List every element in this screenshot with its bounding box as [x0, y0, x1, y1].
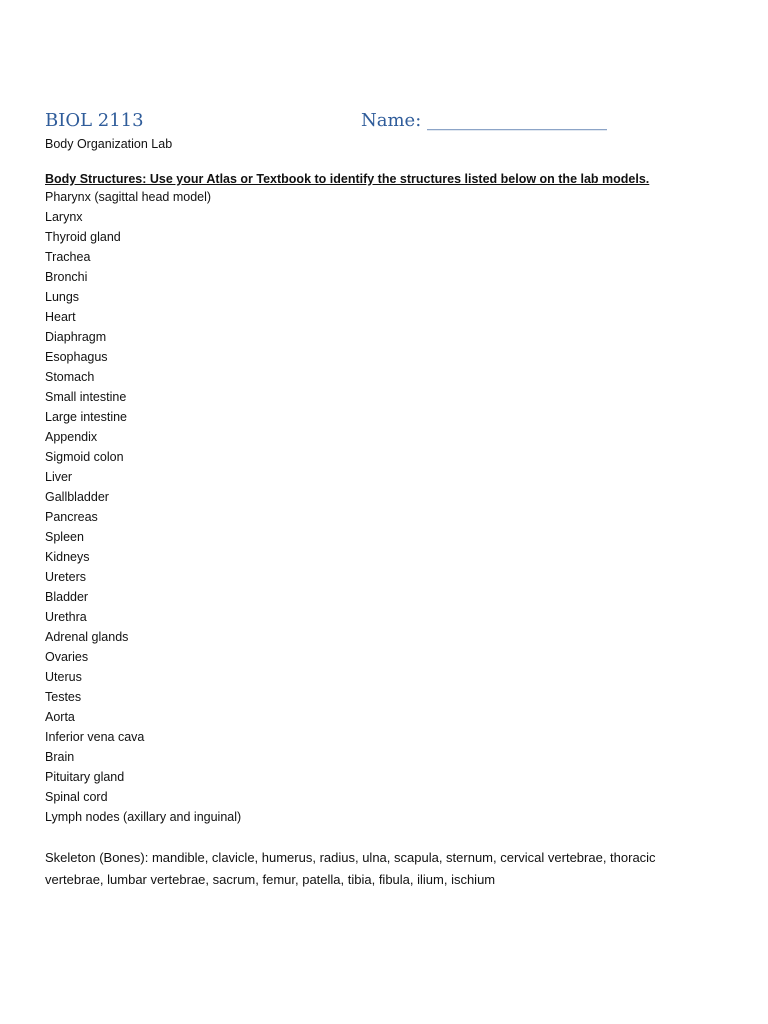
structure-list-item: Lymph nodes (axillary and inguinal) [45, 810, 242, 824]
structure-list-item: Gallbladder [45, 490, 109, 504]
structure-list-item: Brain [45, 750, 75, 764]
structure-list-item: Sigmoid colon [45, 450, 124, 464]
structure-list-item: Spleen [45, 530, 84, 544]
structure-list-item: Adrenal glands [45, 630, 129, 644]
course-code: BIOL 2113 [45, 110, 144, 131]
structure-list [45, 187, 241, 827]
structure-list-item: Diaphragm [45, 330, 107, 344]
structure-list-item: Stomach [45, 370, 95, 384]
structure-list-item: Urethra [45, 610, 87, 624]
structure-list-item: Spinal cord [45, 790, 108, 804]
structure-list-item: Pancreas [45, 510, 98, 524]
structure-list-item: Kidneys [45, 550, 90, 564]
structure-list-item: Inferior vena cava [45, 730, 145, 744]
structure-list-item: Uterus [45, 670, 82, 684]
structure-list-item: Heart [45, 310, 76, 324]
structure-list-item: Large intestine [45, 410, 128, 424]
structure-list-item: Bladder [45, 590, 89, 604]
structure-list-item: Bronchi [45, 270, 88, 284]
instructions-heading: Body Structures: Use your Atlas or Textbook to identify the structures listed below on the lab models. [45, 172, 650, 186]
structure-list-item: Trachea [45, 250, 91, 264]
lab-title: Body Organization Lab [45, 137, 173, 151]
structure-list-item: Ureters [45, 570, 86, 584]
structure-list-item: Ovaries [45, 650, 89, 664]
header-row [45, 110, 665, 136]
structure-list-item: Pharynx (sagittal head model) [45, 190, 212, 204]
structure-list-item: Lungs [45, 290, 80, 304]
structure-list-item: Esophagus [45, 350, 108, 364]
structure-list-item: Aorta [45, 710, 75, 724]
structure-list-item: Testes [45, 690, 82, 704]
structure-list-item: Pituitary gland [45, 770, 125, 784]
structure-list-item: Larynx [45, 210, 83, 224]
structure-list-item: Thyroid gland [45, 230, 121, 244]
skeleton-bones-paragraph: Skeleton (Bones): mandible, clavicle, humerus, radius, ulna, scapula, sternum, cervical vertebrae, thoracic vertebrae, lumbar vertebrae, sacrum, femur, patella, tibia, fibula, ilium, ischium [45, 850, 656, 887]
structure-list-item: Appendix [45, 430, 98, 444]
name-field: Name: ____________________ [361, 110, 607, 131]
structure-list-item: Liver [45, 470, 73, 484]
structure-list-item: Small intestine [45, 390, 127, 404]
